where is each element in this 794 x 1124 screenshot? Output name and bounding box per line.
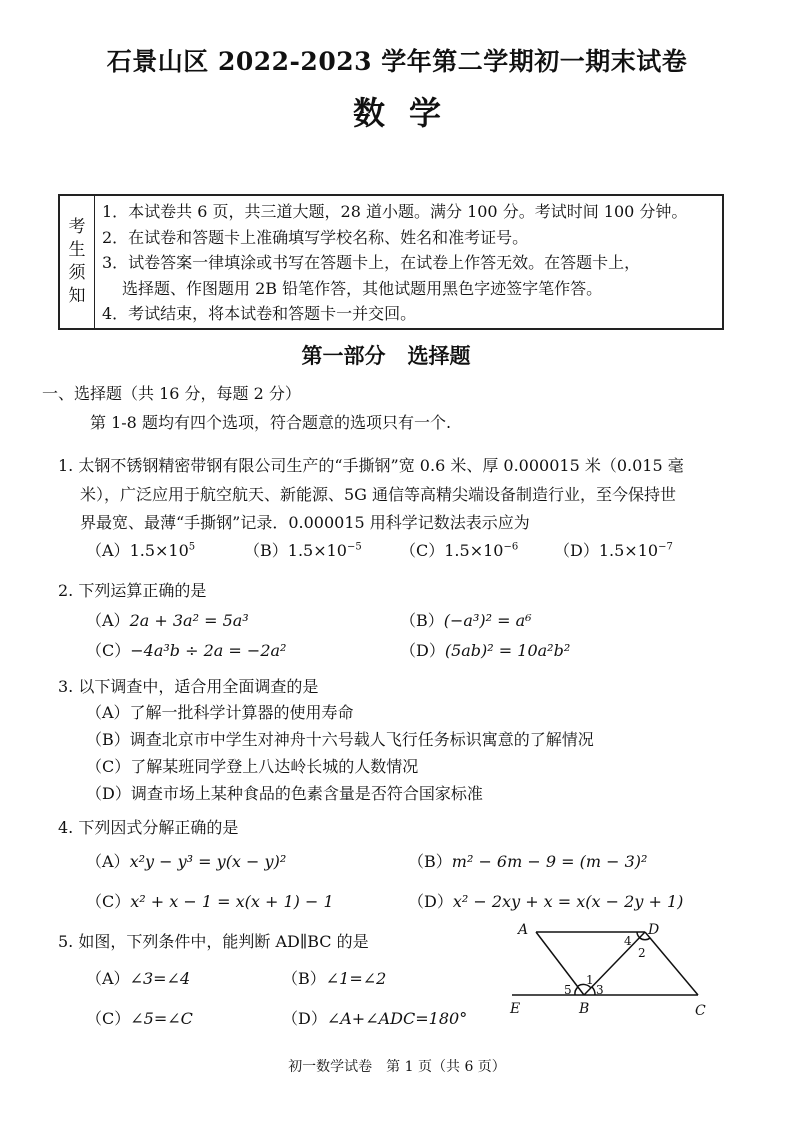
notice-heading bbox=[60, 196, 95, 328]
option-label: （C） bbox=[86, 1009, 131, 1028]
q2-option-d bbox=[400, 638, 570, 661]
part-heading bbox=[0, 340, 794, 370]
option-label: （B） bbox=[244, 541, 288, 560]
q3-option-b: （B）调查北京市中学生对神舟十六号载人飞行任务标识寓意的了解情况 bbox=[86, 730, 594, 749]
notice-line: 4．考试结束，将本试卷和答题卡一并交回。 bbox=[102, 304, 417, 323]
option-exponent: −6 bbox=[503, 541, 519, 553]
point-label-A: A bbox=[518, 922, 529, 938]
section-heading: 一、选择题（共 16 分，每题 2 分） bbox=[42, 384, 301, 403]
q3-stem: 3. 以下调查中，适合用全面调查的是 bbox=[58, 677, 319, 696]
point-label-E: E bbox=[510, 1001, 521, 1017]
q4-stem: 4. 下列因式分解正确的是 bbox=[58, 818, 239, 837]
option-exponent: −7 bbox=[658, 541, 673, 553]
section-instruction: 第 1-8 题均有四个选项，符合题意的选项只有一个. bbox=[90, 413, 452, 432]
q2-option-b bbox=[400, 608, 532, 631]
angle-arc-4 bbox=[637, 932, 640, 938]
option-text: (5ab)² = 10a²b² bbox=[444, 641, 571, 660]
option-text: m² − 6m − 9 = (m − 3)² bbox=[451, 852, 648, 871]
q3-option-d: （D）调查市场上某种食品的色素含量是否符合国家标准 bbox=[86, 784, 483, 803]
option-text: x² − 2xy + x = x(x − 2y + 1) bbox=[452, 892, 684, 911]
option-base: 1.5×10 bbox=[598, 541, 659, 560]
notice-head-char: 考 bbox=[68, 217, 86, 237]
option-label: （A） bbox=[86, 541, 130, 560]
option-base: 1.5×10 bbox=[287, 541, 347, 560]
angle-arc-2 bbox=[640, 938, 650, 940]
q5-option-d bbox=[282, 1006, 467, 1029]
option-text: x²y − y³ = y(x − y)² bbox=[129, 852, 287, 871]
part-name: 选择题 bbox=[407, 343, 471, 368]
q2-stem: 2. 下列运算正确的是 bbox=[58, 581, 207, 600]
option-label: （B） bbox=[400, 611, 444, 630]
q2-option-c bbox=[86, 638, 286, 661]
option-label: （D） bbox=[282, 1009, 327, 1028]
q4-option-a bbox=[86, 849, 286, 872]
q1-option-d bbox=[554, 538, 673, 561]
option-base: 1.5×10 bbox=[444, 541, 504, 560]
notice-line: 选择题、作图题用 2B 铅笔作答，其他试题用黑色字迹签字笔作答。 bbox=[122, 278, 603, 298]
angle-label-5: 5 bbox=[564, 983, 572, 997]
option-label: （D） bbox=[554, 541, 599, 560]
q1-option-a bbox=[86, 538, 195, 561]
option-label: （C） bbox=[86, 892, 131, 911]
angle-label-2: 2 bbox=[638, 946, 646, 960]
angle-arc-5 bbox=[575, 987, 578, 995]
option-text: −4a³b ÷ 2a = −2a² bbox=[130, 641, 287, 660]
option-label: （A） bbox=[86, 852, 130, 871]
option-label: （D） bbox=[400, 641, 445, 660]
angle-label-4: 4 bbox=[624, 934, 632, 948]
q1-line: 米），广泛应用于航空航天、新能源、5G 通信等高精尖端设备制造行业，至今保持世 bbox=[80, 485, 677, 504]
q5-option-a bbox=[86, 966, 190, 989]
q2-option-a bbox=[86, 608, 249, 631]
notice-head-char: 须 bbox=[68, 263, 86, 283]
angle-label-1: 1 bbox=[586, 973, 594, 987]
notice-line: 2．在试卷和答题卡上准确填写学校名称、姓名和准考证号。 bbox=[102, 227, 529, 247]
option-text: ∠A+∠ADC=180° bbox=[326, 1009, 468, 1028]
q5-option-c bbox=[86, 1006, 193, 1029]
notice-line: 1．本试卷共 6 页，共三道大题，28 道小题。满分 100 分。考试时间 100 分钟。 bbox=[102, 202, 688, 221]
q5-option-b bbox=[282, 966, 386, 989]
q4-option-c bbox=[86, 889, 334, 912]
angle-arc-3 bbox=[592, 987, 595, 995]
q3-option-a: （A）了解一批科学计算器的使用寿命 bbox=[86, 703, 354, 722]
point-label-B: B bbox=[579, 1001, 590, 1017]
angle-label-3: 3 bbox=[596, 983, 604, 997]
q1-option-c bbox=[400, 538, 518, 561]
notice-head-char: 知 bbox=[68, 286, 86, 306]
option-label: （C） bbox=[400, 541, 445, 560]
option-text: x² + x − 1 = x(x + 1) − 1 bbox=[130, 892, 334, 911]
option-label: （B） bbox=[282, 969, 326, 988]
option-base: 1.5×10 bbox=[129, 541, 189, 560]
exam-title: 石景山区 2022-2023 学年第二学期初一期末试卷 bbox=[106, 47, 688, 76]
segment-DC bbox=[645, 932, 698, 995]
q5-stem: 5. 如图，下列条件中，能判断 AD∥BC 的是 bbox=[58, 932, 369, 951]
segment-AB bbox=[536, 932, 584, 995]
option-text: ∠1=∠2 bbox=[325, 969, 387, 988]
q5-geometry-figure bbox=[500, 918, 730, 1028]
point-label-D: D bbox=[648, 922, 660, 938]
option-label: （C） bbox=[86, 641, 131, 660]
q3-option-c: （C）了解某班同学登上八达岭长城的人数情况 bbox=[86, 757, 419, 776]
q4-option-b bbox=[408, 849, 647, 872]
q1-line: 1. 太钢不锈钢精密带钢有限公司生产的“手撕钢”宽 0.6 米、厚 0.000015 米（0.015 毫 bbox=[58, 456, 684, 475]
option-exponent: −5 bbox=[346, 541, 362, 553]
q1-option-b bbox=[244, 538, 362, 561]
option-label: （A） bbox=[86, 969, 130, 988]
option-label: （B） bbox=[408, 852, 452, 871]
notice-body bbox=[102, 199, 687, 327]
option-label: （A） bbox=[86, 611, 130, 630]
part-label: 第一部分 bbox=[301, 343, 386, 368]
exam-notice-box bbox=[58, 194, 724, 330]
option-text: (−a³)² = a⁶ bbox=[443, 611, 532, 630]
q4-option-d bbox=[408, 889, 683, 912]
subject-title: 数学 bbox=[352, 94, 465, 132]
point-label-C: C bbox=[695, 1003, 706, 1019]
q1-line: 界最宽、最薄“手撕钢”记录．0.000015 用科学记数法表示应为 bbox=[80, 513, 530, 532]
option-exponent: 5 bbox=[188, 541, 196, 553]
notice-line: 3．试卷答案一律填涂或书写在答题卡上，在试卷上作答无效。在答题卡上， bbox=[102, 253, 641, 272]
option-text: 2a + 3a² = 5a³ bbox=[129, 611, 249, 630]
notice-head-char: 生 bbox=[68, 240, 86, 260]
page-footer: 初一数学试卷 第 1 页（共 6 页） bbox=[288, 1059, 506, 1075]
option-text: ∠5=∠C bbox=[130, 1009, 193, 1028]
option-label: （D） bbox=[408, 892, 453, 911]
option-text: ∠3=∠4 bbox=[129, 969, 191, 988]
